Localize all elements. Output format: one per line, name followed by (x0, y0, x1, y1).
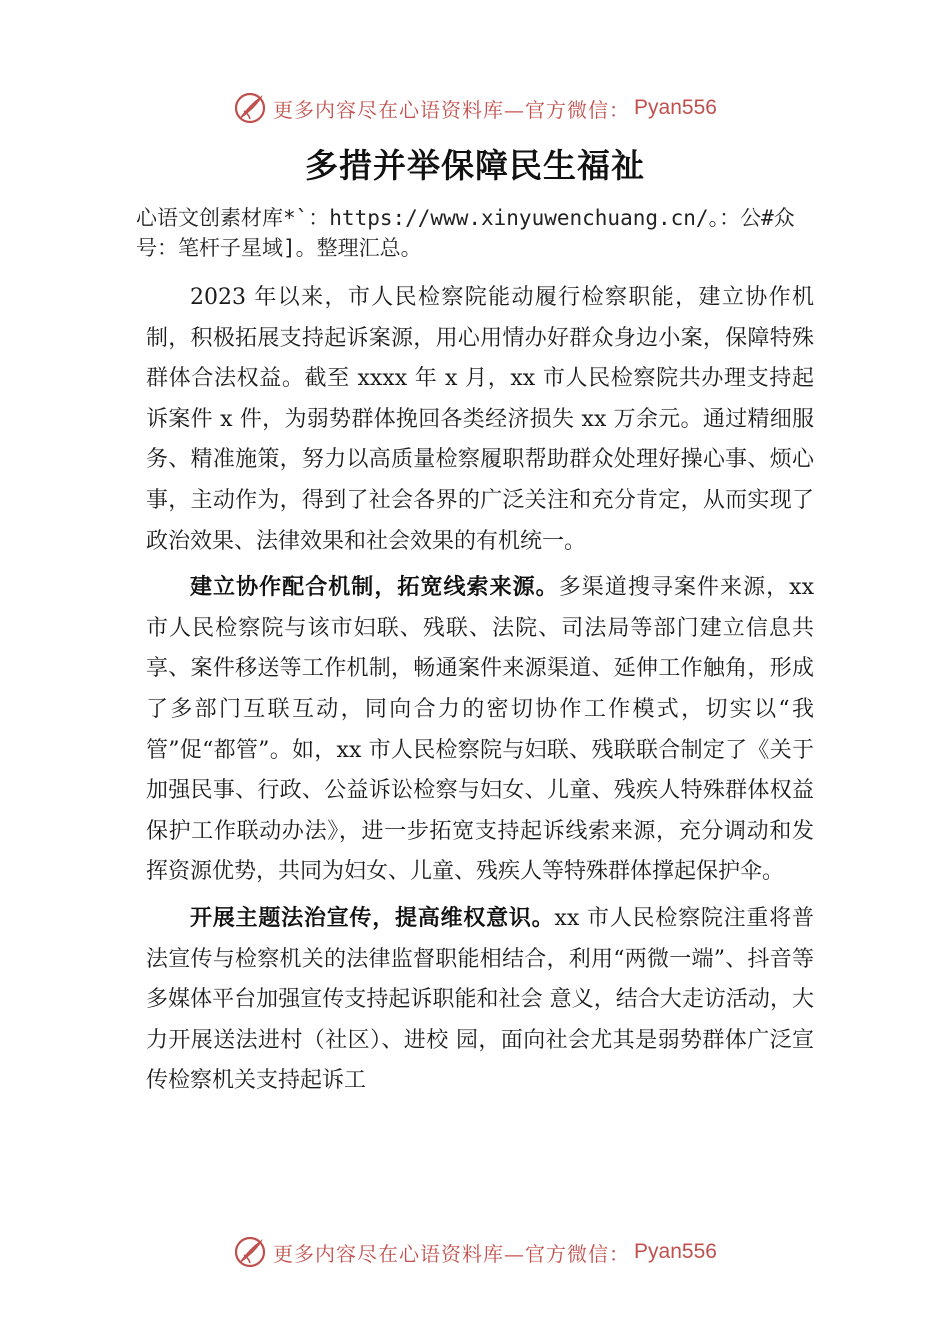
paragraph-lead: 开展主题法治宣传，提高维权意识。 (190, 905, 555, 931)
paragraph-lead: 建立协作配合机制，拓宽线索来源。 (190, 575, 559, 601)
paragraph-1 (146, 278, 814, 562)
footer-banner (0, 1232, 950, 1272)
paragraph-2 (146, 568, 814, 893)
banner-text: 更多内容尽在心语资料库—官方微信： (273, 97, 631, 122)
document-body (146, 278, 814, 1108)
paragraph-text: 2023 年以来，市人民检察院能动履行检察职能，建立协作机制，积极拓展支持起诉案源，用心用情办好群众身边小案，保障特殊群体合法权益。截至 xxxx 年 x 月，xx 市人民检察院共办理支持起诉案件 x 件，为弱势群体挽回各类经济损失 xx 万余元。通过精细服务、精准施策，努力以高质量检察履职帮助群众处理好操心事、烦心事，主动作为，得到了社会各界的广泛关注和充分肯定，从而实现了政治效果、法律效果和社会效果的有机统一。 (146, 285, 814, 554)
quill-pen-circle-icon (233, 1235, 267, 1269)
paragraph-text: 多渠道搜寻案件来源，xx 市人民检察院与该市妇联、残联、法院、司法局等部门建立信息共享、案件移送等工作机制，畅通案件来源渠道、延伸工作触角，形成了多部门互联互动，同向合力的密切协作工作模式，切实以“我管”促“都管”。如，xx 市人民检察院与妇联、残联联合制定了《关于加强民事、行政、公益诉讼检察与妇女、儿童、残疾人特殊群体权益保护工作联动办法》，进一步拓宽支持起诉线索来源，充分调动和发挥资源优势，共同为妇女、儿童、残疾人等特殊群体撑起保护伞。 (146, 575, 814, 885)
paragraph-text: xx 市人民检察院注重将普法宣传与检察机关的法律监督职能相结合，利用“两微一端”、抖音等多媒体平台加强宣传支持起诉职能和社会 意义，结合大走访活动，大力开展送法进村（社区）、进校 园，面向社会尤其是弱势群体广泛宣传检察机关支持起诉工 (146, 905, 814, 1094)
header-banner (0, 88, 950, 128)
banner-code: Pyan556 (634, 96, 717, 119)
source-note: 心语文创素材库*`：https://www.xinyuwenchuang.cn/。：公#众号：笔杆子星域]。整理汇总。 (136, 206, 795, 260)
quill-pen-circle-icon (233, 91, 267, 125)
paragraph-3 (146, 899, 814, 1102)
document-title: 多措并举保障民生福祉 (305, 146, 645, 185)
banner-code: Pyan556 (634, 1240, 717, 1263)
banner-text: 更多内容尽在心语资料库—官方微信： (273, 1241, 631, 1266)
